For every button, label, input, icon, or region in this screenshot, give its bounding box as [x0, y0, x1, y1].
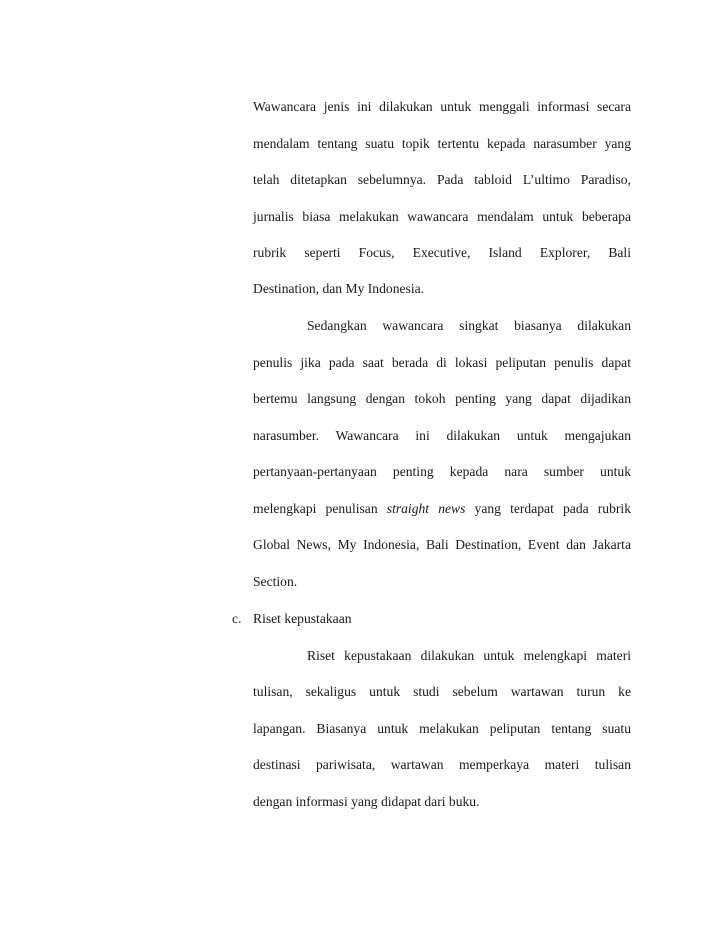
text-line [253, 501, 631, 517]
text-line: dengan informasi yang didapat dari buku. [253, 794, 480, 809]
text-line: Sedangkan wawancara singkat biasanya dilakukan [307, 318, 631, 333]
text-line: pertanyaan-pertanyaan penting kepada nara sumber untuk [253, 464, 631, 479]
text-line: mendalam tentang suatu topik tertentu kepada narasumber yang [253, 136, 631, 151]
text-line: penulis jika pada saat berada di lokasi peliputan penulis dapat [253, 355, 631, 370]
text-line: destinasi pariwisata, wartawan memperkaya materi tulisan [253, 757, 631, 772]
text-line: Global News, My Indonesia, Bali Destination, Event dan Jakarta [253, 537, 631, 552]
text-line: bertemu langsung dengan tokoh penting yang dapat dijadikan [253, 391, 631, 406]
text-line: Section. [253, 574, 298, 589]
list-marker: c. [232, 611, 242, 626]
text-line: tulisan, sekaligus untuk studi sebelum wartawan turun ke [253, 684, 631, 699]
text-line: lapangan. Biasanya untuk melakukan peliputan tentang suatu [253, 721, 631, 736]
text-line: telah ditetapkan sebelumnya. Pada tabloid L’ultimo Paradiso, [253, 172, 631, 187]
text-fragment: yang terdapat pada rubrik [474, 501, 632, 516]
section-heading: Riset kepustakaan [253, 611, 352, 626]
text-fragment: melengkapi penulisan [253, 501, 378, 516]
text-line: rubrik seperti Focus, Executive, Island Explorer, Bali [253, 245, 631, 260]
italic-term: straight news [386, 501, 466, 516]
text-line: jurnalis biasa melakukan wawancara mendalam untuk beberapa [253, 209, 631, 224]
text-line: narasumber. Wawancara ini dilakukan untuk mengajukan [253, 428, 631, 443]
text-line: Destination, dan My Indonesia. [253, 281, 425, 296]
text-line: Wawancara jenis ini dilakukan untuk menggali informasi secara [253, 99, 631, 114]
text-line: Riset kepustakaan dilakukan untuk melengkapi materi [307, 648, 631, 663]
